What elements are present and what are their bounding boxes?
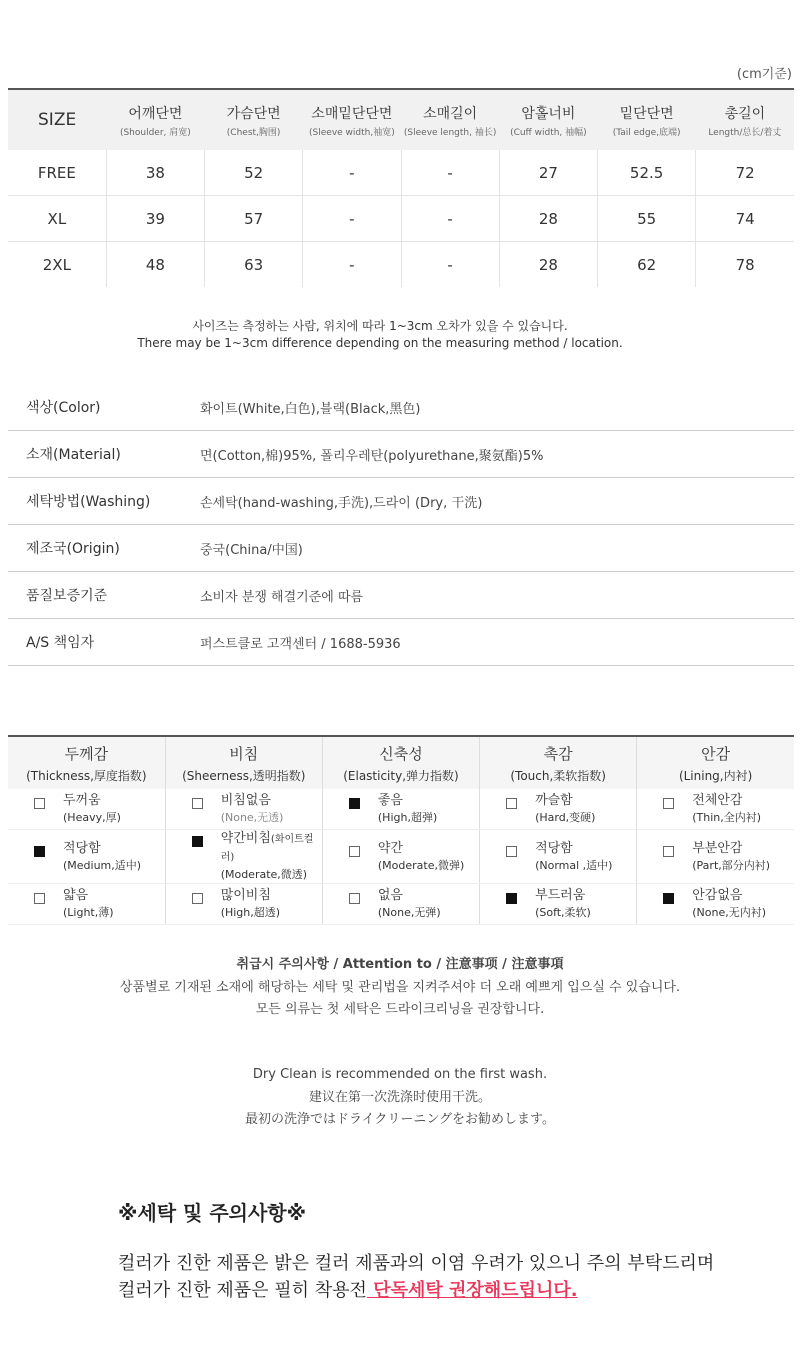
value-cell: 62 — [598, 242, 696, 288]
info-label: A/S 책임자 — [26, 635, 95, 651]
checkbox-icon — [663, 893, 674, 904]
info-label: 세탁방법(Washing) — [26, 494, 151, 510]
size-column-header: SIZE — [8, 89, 106, 150]
value-cell: 74 — [696, 196, 794, 242]
value-cell: 72 — [696, 150, 794, 196]
column-header: 총길이 Length/总长/着丈 — [696, 89, 794, 150]
value-cell: 63 — [205, 242, 303, 288]
feature-row — [8, 830, 794, 884]
checkbox-icon — [506, 893, 517, 904]
column-header: 어깨단면 (Shoulder, 肩宽) — [106, 89, 204, 150]
feature-option: 없음 (None,无弹) — [323, 887, 479, 921]
feature-option: 적당함 (Medium,适中) — [8, 840, 165, 874]
attention-line: 상품별로 기재된 소재에 해당하는 세탁 및 관리법을 지켜주셔야 더 오래 예쁘게 입으실 수 있습니다. — [119, 979, 681, 995]
measure-note-en: There may be 1~3cm difference depending on the measuring method / location. — [137, 336, 623, 350]
size-cell: 2XL — [42, 255, 71, 274]
column-header: 밑단단면 (Tail edge,底端) — [598, 89, 696, 150]
info-value: 면(Cotton,棉)95%, 폴리우레탄(polyurethane,聚氨酯)5% — [200, 448, 544, 464]
feature-option: 약간비침(화이트컬러) (Moderate,微透) — [166, 830, 322, 883]
value-cell: 28 — [499, 196, 597, 242]
attention-section — [0, 954, 800, 1022]
column-header: 소매밑단단면 (Sleeve width,袖宽) — [303, 89, 401, 150]
checkbox-icon — [192, 798, 203, 809]
info-value: 소비자 분쟁 해결기준에 따름 — [200, 589, 364, 605]
feature-option: 두꺼움 (Heavy,厚) — [8, 792, 165, 826]
attention-line: 모든 의류는 첫 세탁은 드라이크리닝을 권장합니다. — [255, 1002, 545, 1017]
checkbox-icon — [506, 798, 517, 809]
info-label: 소재(Material) — [26, 447, 121, 463]
attention-heading: 취급시 주의사항 / Attention to / 注意事项 / 注意事項 — [236, 957, 564, 972]
value-cell: - — [401, 196, 499, 242]
dry-clean-en: Dry Clean is recommended on the first wash. — [252, 1067, 548, 1082]
feature-option: 까슬함 (Hard,变硬) — [480, 792, 636, 826]
feature-header-thickness: 두께감 (Thickness,厚度指数) — [8, 736, 165, 789]
wash-notice-title: ※세탁 및 주의사항※ — [118, 1201, 307, 1225]
value-cell: 48 — [106, 242, 204, 288]
checkbox-icon — [349, 846, 360, 857]
feature-option: 비침없음 (None,无透) — [166, 792, 322, 826]
feature-option: 부드러움 (Soft,柔软) — [480, 887, 636, 921]
table-row — [8, 242, 794, 288]
info-value: 중국(China/中国) — [200, 542, 303, 558]
info-label: 제조국(Origin) — [26, 541, 120, 557]
checkbox-icon — [34, 798, 45, 809]
feature-table — [8, 735, 794, 925]
table-row — [8, 150, 794, 196]
checkbox-icon — [192, 893, 203, 904]
feature-row — [8, 884, 794, 925]
value-cell: 55 — [598, 196, 696, 242]
value-cell: 27 — [499, 150, 597, 196]
value-cell: 78 — [696, 242, 794, 288]
table-row — [8, 196, 794, 242]
checkbox-icon — [506, 846, 517, 857]
info-row-material — [8, 431, 794, 478]
value-cell: 39 — [106, 196, 204, 242]
checkbox-icon — [663, 798, 674, 809]
feature-header-lining: 안감 (Lining,内衬) — [637, 736, 794, 789]
info-row-as — [8, 619, 794, 666]
column-header: 암홀너비 (Cuff width, 袖幅) — [499, 89, 597, 150]
feature-option: 전체안감 (Thin,全内衬) — [637, 792, 794, 826]
feature-option: 안감없음 (None,无内衬) — [637, 887, 794, 921]
value-cell: - — [401, 150, 499, 196]
value-cell: 38 — [106, 150, 204, 196]
info-label: 색상(Color) — [26, 400, 101, 416]
info-value: 화이트(White,白色),블랙(Black,黑色) — [200, 401, 421, 417]
checkbox-icon — [34, 846, 45, 857]
checkbox-icon — [349, 893, 360, 904]
info-row-origin — [8, 525, 794, 572]
value-cell: - — [401, 242, 499, 288]
checkbox-icon — [663, 846, 674, 857]
value-cell: 28 — [499, 242, 597, 288]
info-value: 퍼스트클로 고객센터 / 1688-5936 — [200, 636, 401, 652]
measure-note-ko: 사이즈는 측정하는 사람, 위치에 따라 1~3cm 오차가 있을 수 있습니다. — [192, 319, 568, 333]
value-cell: - — [303, 196, 401, 242]
column-header: 소매길이 (Sleeve length, 袖长) — [401, 89, 499, 150]
product-info — [8, 384, 794, 666]
unit-note: (cm기준) — [736, 67, 792, 82]
wash-notice-highlight: 단독세탁 권장해드립니다. — [366, 1280, 578, 1301]
wash-notice-line: 컬러가 진한 제품은 필히 착용전 단독세탁 권장해드립니다. — [118, 1280, 578, 1301]
feature-option: 부분안감 (Part,部分内衬) — [637, 840, 794, 874]
column-header: 가슴단면 (Chest,胸围) — [205, 89, 303, 150]
value-cell: 52.5 — [598, 150, 696, 196]
feature-option: 약간 (Moderate,微弹) — [323, 840, 479, 874]
feature-header-touch: 촉감 (Touch,柔软指数) — [480, 736, 637, 789]
feature-option: 좋음 (High,超弹) — [323, 792, 479, 826]
feature-header-elasticity: 신축성 (Elasticity,弹力指数) — [322, 736, 479, 789]
checkbox-icon — [349, 798, 360, 809]
info-row-washing — [8, 478, 794, 525]
checkbox-icon — [34, 893, 45, 904]
value-cell: 57 — [205, 196, 303, 242]
measure-note — [0, 318, 760, 352]
size-table — [8, 88, 794, 287]
info-row-color — [8, 384, 794, 431]
dry-clean-note — [0, 1064, 800, 1132]
value-cell: - — [303, 150, 401, 196]
feature-row — [8, 789, 794, 830]
feature-option: 적당함 (Normal ,适中) — [480, 840, 636, 874]
info-row-quality — [8, 572, 794, 619]
feature-option: 많이비침 (High,超透) — [166, 887, 322, 921]
feature-header-sheerness: 비침 (Sheerness,透明指数) — [165, 736, 322, 789]
wash-notice-text — [118, 1250, 714, 1304]
wash-notice-line: 컬러가 진한 제품은 밝은 컬러 제품과의 이염 우려가 있으니 주의 부탁드리며 — [118, 1253, 715, 1274]
size-cell: XL — [8, 196, 106, 242]
info-value: 손세탁(hand-washing,手洗),드라이 (Dry, 干洗) — [200, 495, 483, 511]
size-cell: FREE — [8, 150, 106, 196]
value-cell: 52 — [205, 150, 303, 196]
size-table-header — [8, 89, 794, 150]
value-cell: - — [303, 242, 401, 288]
checkbox-icon — [192, 836, 203, 847]
dry-clean-ja: 最初の洗浄ではドライクリーニングをお勧めします。 — [244, 1112, 556, 1127]
info-label: 품질보증기준 — [26, 588, 108, 604]
feature-option: 얇음 (Light,薄) — [8, 887, 165, 921]
dry-clean-zh: 建议在第一次洗涤时使用干洗。 — [308, 1089, 491, 1105]
feature-header-row — [8, 736, 794, 789]
